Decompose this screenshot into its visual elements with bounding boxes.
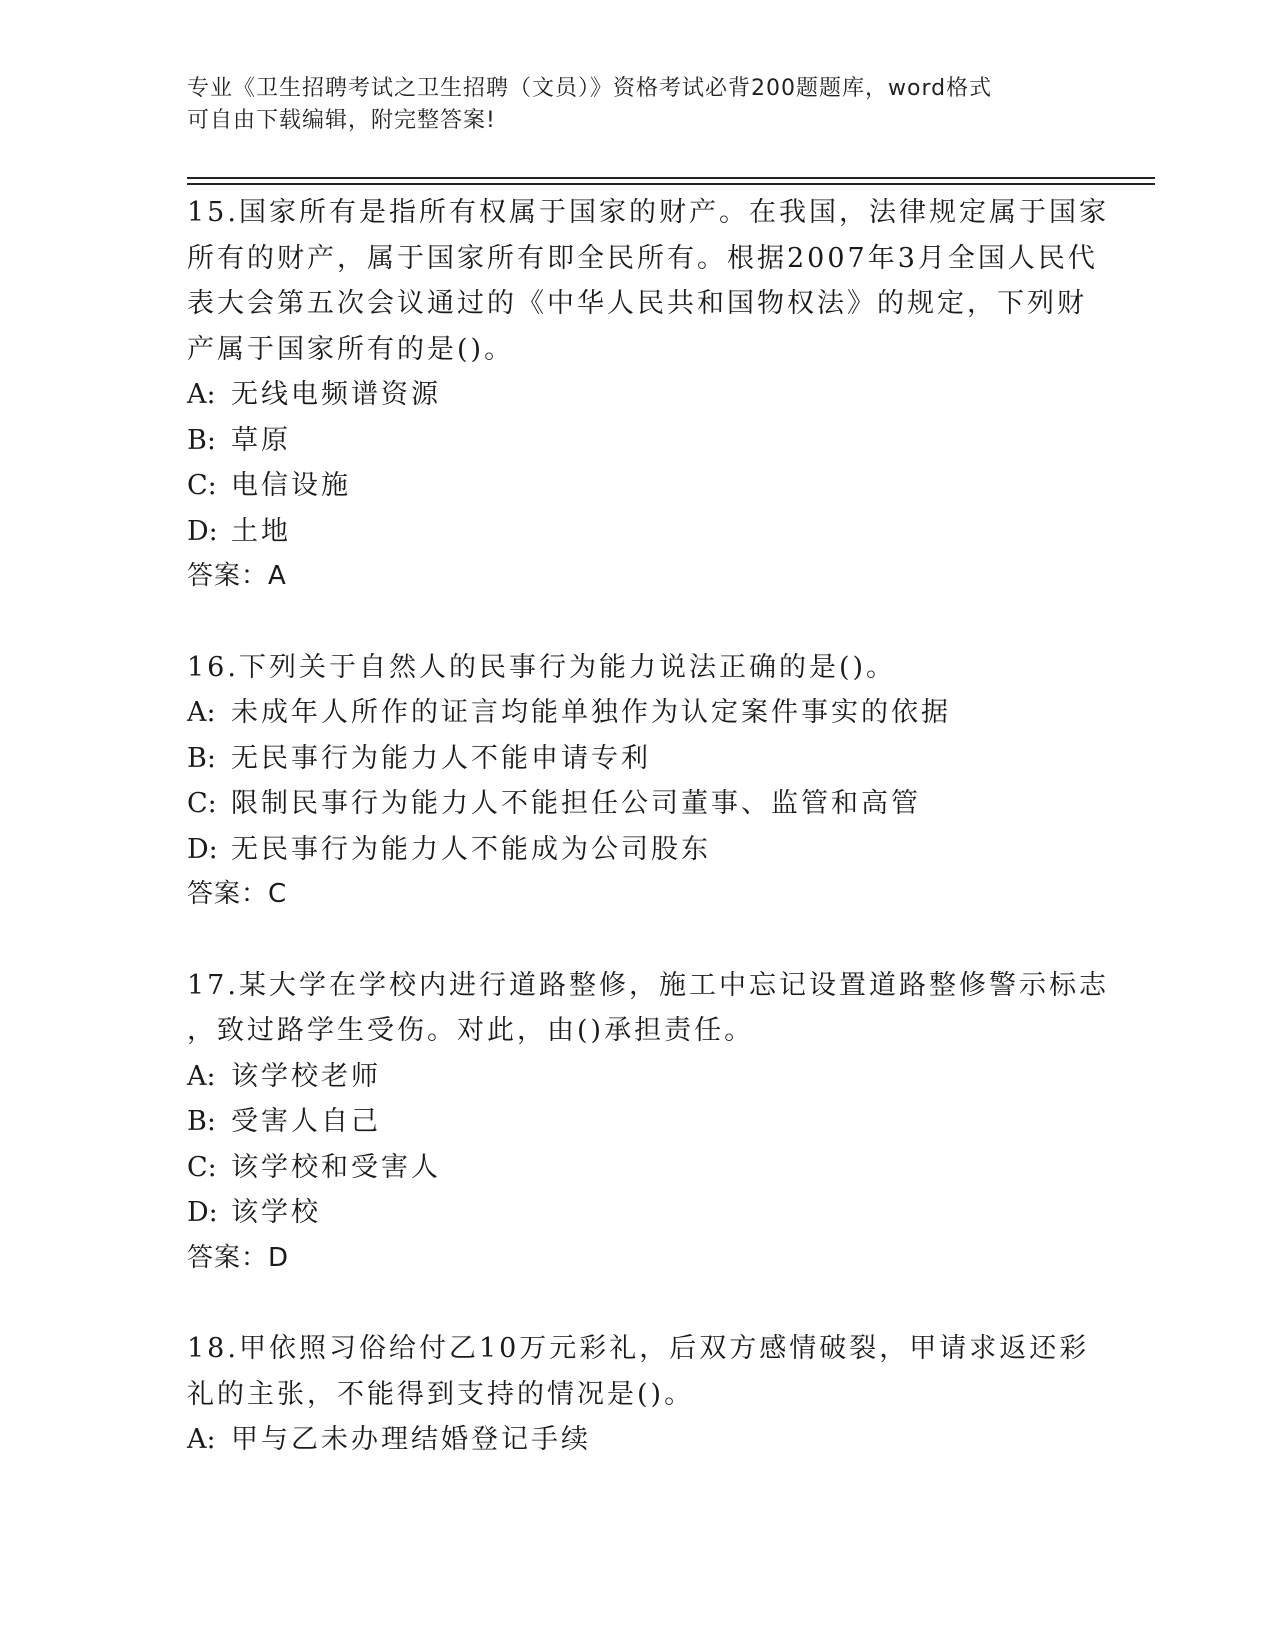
question-item [187, 963, 1109, 1282]
option-letter: D: [187, 515, 218, 547]
option-text: 无民事行为能力人不能成为公司股东 [231, 833, 711, 865]
header-line-1: 专业《卫生招聘考试之卫生招聘（文员）》资格考试必背200题题库，word格式 [187, 76, 993, 101]
option-letter: B: [187, 742, 216, 774]
question-stem [187, 645, 1087, 691]
option-text: 甲与乙未办理结婚登记手续 [231, 1424, 591, 1455]
option-c [187, 1145, 1087, 1191]
option-letter: A: [187, 697, 216, 728]
question-stem [187, 1326, 1090, 1417]
question-stem [187, 190, 1109, 372]
question-stem-line: 礼的主张，不能得到支持的情况是()。 [187, 1378, 695, 1410]
option-letter: C: [187, 788, 217, 819]
question-stem-line: 17.某大学在学校内进行道路整修，施工中忘记设置道路整修警示标志 [187, 969, 1109, 1001]
question-stem-line: 所有的财产，属于国家所有即全民所有。根据2007年3月全国人民代 [187, 242, 1098, 274]
document-header [187, 73, 1087, 137]
answer-line: 答案：D [187, 1242, 290, 1273]
option-letter: B: [187, 1106, 216, 1137]
option-text: 受害人自己 [231, 1106, 381, 1137]
option-text: 草原 [231, 424, 291, 456]
option-d [187, 509, 1087, 555]
option-letter: D: [187, 1197, 218, 1228]
option-letter: C: [187, 1151, 217, 1183]
option-b [187, 418, 1087, 464]
option-text: 该学校 [231, 1197, 321, 1228]
option-text: 无线电频谱资源 [231, 379, 441, 410]
question-item [187, 1326, 1090, 1463]
option-a [187, 372, 1087, 418]
header-divider-top [187, 177, 1155, 179]
option-d [187, 1190, 1087, 1236]
option-a [187, 1054, 1087, 1100]
question-list [187, 190, 1109, 1508]
question-stem-line: 产属于国家所有的是()。 [187, 333, 515, 365]
question-stem-line: 16.下列关于自然人的民事行为能力说法正确的是()。 [187, 651, 897, 683]
option-text: 该学校和受害人 [231, 1151, 441, 1183]
option-d [187, 827, 1087, 873]
option-text: 该学校老师 [231, 1060, 381, 1092]
option-text: 土地 [231, 515, 291, 547]
question-stem-line: 表大会第五次会议通过的《中华人民共和国物权法》的规定，下列财 [187, 288, 1087, 319]
option-text: 电信设施 [231, 470, 351, 501]
question-stem-line: 15.国家所有是指所有权属于国家的财产。在我国，法律规定属于国家 [187, 197, 1109, 228]
header-line-2: 可自由下载编辑，附完整答案! [187, 108, 496, 133]
option-letter: C: [187, 470, 217, 501]
option-a [187, 1417, 1087, 1463]
option-c [187, 781, 1087, 827]
option-text: 未成年人所作的证言均能单独作为认定案件事实的依据 [231, 697, 951, 728]
option-b [187, 736, 1087, 782]
option-letter: A: [187, 1060, 216, 1092]
option-b [187, 1099, 1087, 1145]
answer-line: 答案：A [187, 561, 287, 591]
question-stem-line: ，致过路学生受伤。对此，由()承担责任。 [187, 1015, 755, 1046]
option-letter: D: [187, 833, 218, 865]
option-letter: A: [187, 1424, 216, 1455]
question-item [187, 645, 1087, 918]
option-letter: A: [187, 379, 216, 410]
answer-line: 答案：C [187, 879, 288, 909]
question-stem-line: 18.甲依照习俗给付乙10万元彩礼，后双方感情破裂，甲请求返还彩 [187, 1333, 1090, 1364]
option-text: 无民事行为能力人不能申请专利 [231, 742, 651, 774]
option-text: 限制民事行为能力人不能担任公司董事、监管和高管 [231, 788, 921, 819]
option-letter: B: [187, 424, 216, 456]
header-divider-bottom [187, 183, 1155, 185]
option-c [187, 463, 1087, 509]
question-stem [187, 963, 1109, 1054]
question-item [187, 190, 1109, 600]
option-a [187, 690, 1087, 736]
